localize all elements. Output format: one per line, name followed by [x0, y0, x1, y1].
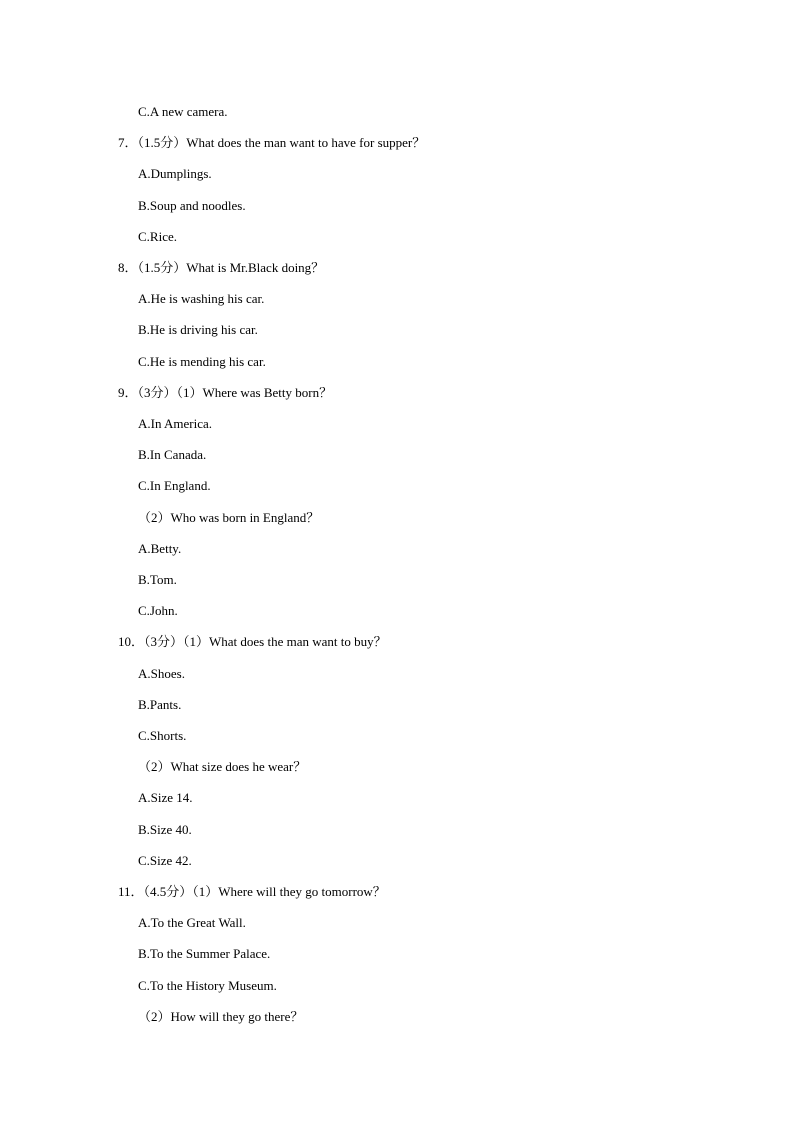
- option-c: C.Size 42.: [138, 853, 192, 868]
- option-a: A.Size 14.: [138, 790, 193, 805]
- sub-question: （2）How will they go there？: [138, 1009, 304, 1024]
- option-c: C.To the History Museum.: [138, 978, 277, 993]
- option-c: C.Rice.: [138, 229, 177, 244]
- question-10: 10．（3分）（1）What does the man want to buy？: [118, 634, 387, 649]
- option-b: B.Size 40.: [138, 822, 192, 837]
- option-a: A.Betty.: [138, 541, 182, 556]
- option-c: C.He is mending his car.: [138, 354, 266, 369]
- option-c: C.In England.: [138, 478, 211, 493]
- option-a: A.To the Great Wall.: [138, 915, 246, 930]
- sub-question: （2）What size does he wear？: [138, 759, 307, 774]
- question-7: 7．（1.5分）What does the man want to have for supper？: [118, 135, 426, 150]
- option-c: C.Shorts.: [138, 728, 187, 743]
- option-b: B.Tom.: [138, 572, 177, 587]
- option-b: B.Pants.: [138, 697, 182, 712]
- question-8: 8．（1.5分）What is Mr.Black doing？: [118, 260, 325, 275]
- sub-question: （2）Who was born in England？: [138, 510, 320, 525]
- option-c: C.A new camera.: [138, 104, 228, 119]
- option-b: B.He is driving his car.: [138, 322, 258, 337]
- option-b: B.Soup and noodles.: [138, 198, 246, 213]
- question-9: 9．（3分）（1）Where was Betty born？: [118, 385, 333, 400]
- question-11: 11．（4.5分）（1）Where will they go tomorrow？: [118, 884, 386, 899]
- option-c: C.John.: [138, 603, 178, 618]
- option-a: A.Shoes.: [138, 666, 185, 681]
- option-a: A.In America.: [138, 416, 213, 431]
- option-a: A.He is washing his car.: [138, 291, 265, 306]
- option-b: B.To the Summer Palace.: [138, 946, 271, 961]
- option-b: B.In Canada.: [138, 447, 207, 462]
- option-a: A.Dumplings.: [138, 166, 212, 181]
